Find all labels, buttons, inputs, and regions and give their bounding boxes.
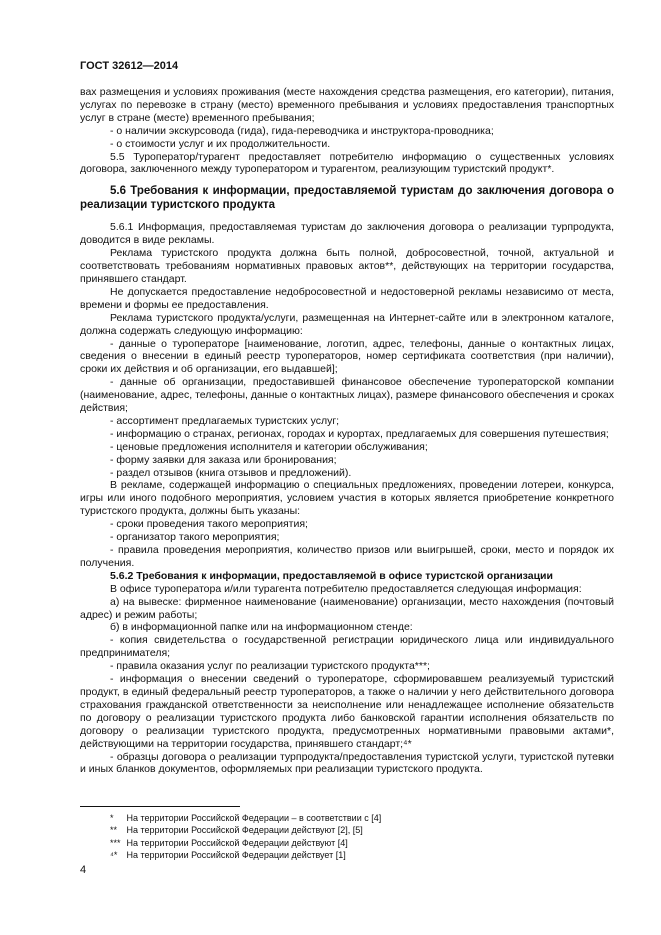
paragraph: Не допускается предоставление недобросовестной и недостоверной рекламы независимо от места, времени и формы ее предоставления. xyxy=(80,285,614,311)
footnote-mark: *** xyxy=(110,837,121,848)
list-item: - о стоимости услуг и их продолжительности. xyxy=(110,137,331,150)
paragraph: Реклама туристского продукта/услуги, размещенная на Интернет-сайте или в электронном каталоге, должна содержать следующую информацию: xyxy=(80,311,614,337)
list-item: - данные об организации, предоставившей финансовое обеспечение туроператорской компании (наименование, адрес, телефоны, данные о контактных лицах), размере финансового обеспечения и сроках действия; xyxy=(80,376,614,415)
list-item: - информация о внесении сведений о туроператоре, сформировавшем реализуемый туристский продукт, в единый федеральный реестр туроператоров, а также о наличии у него действительного договора страхования гражданской ответственности за неисполнение или ненадлежащее исполнение обязательств по договору о реализации туристского продукта либо банковской гарантии исполнения обязательств по договору о реализации туристского продукта, предусмотренных нормативными правовыми актами*, действующими на территории государства, принявшего стандарт;⁴* xyxy=(80,673,614,750)
footnote-text: На территории Российской Федерации – в соответствии с [4] xyxy=(126,813,382,823)
footnote-mark: * xyxy=(110,813,114,823)
section-heading: 5.6 Требования к информации, предоставляемой туристам до заключения договора о реализации туристского продукта xyxy=(80,185,614,212)
document-body xyxy=(80,86,614,776)
list-item: - ассортимент предлагаемых туристских услуг; xyxy=(110,414,340,427)
section-heading: 5.6.2 Требования к информации, предоставляемой в офисе туристской организации xyxy=(110,569,553,582)
footnote-mark: ** xyxy=(110,825,118,836)
list-item: - копия свидетельства о государственной регистрации юридического лица или индивидуального предпринимателя; xyxy=(80,634,614,660)
footnote-text: На территории Российской Федерации действует [1] xyxy=(126,849,346,860)
list-item: - информацию о странах, регионах, городах и курортах, предлагаемых для совершения путешествия; xyxy=(110,427,609,440)
list-item: - организатор такого мероприятия; xyxy=(110,531,280,544)
footnote xyxy=(110,812,590,824)
list-item: а) на вывеске: фирменное наименование (наименование) организации, место нахождения (почтовый адрес) и режим работы; xyxy=(80,595,614,621)
footnote-mark: ⁴* xyxy=(110,849,118,860)
list-item: - правила проведения мероприятия, количество призов или выигрышей, сроки, место и порядок их получения. xyxy=(80,544,614,569)
standard-code-header: ГОСТ 32612—2014 xyxy=(80,60,179,72)
list-item: - раздел отзывов (книга отзывов и предложений). xyxy=(110,466,352,479)
footnote xyxy=(110,824,590,836)
list-item: - образцы договора о реализации турпродукта/предоставления туристской услуги, туристской путевки и иных бланков документов, оформляемых при реализации туристского продукта. xyxy=(80,750,614,776)
list-item: - о наличии экскурсовода (гида), гида-переводчика и инструктора-проводника; xyxy=(110,124,494,137)
footnote-separator xyxy=(80,806,240,807)
list-item: - ценовые предложения исполнителя и категории обслуживания; xyxy=(110,440,428,453)
list-item: - данные о туроператоре [наименование, логотип, адрес, телефоны, данные о контактных лицах, сведения о внесении в единый реестр туроператоров, номер сертификата соответствия (при наличии), сроки их действия и об организации, его выдавшей]; xyxy=(80,337,614,376)
paragraph: 5.6.1 Информация, предоставляемая туристам до заключения договора о реализации турпродукта, доводится в виде рекламы. xyxy=(80,221,614,247)
footnotes xyxy=(110,812,590,861)
footnote xyxy=(110,849,590,861)
page-number: 4 xyxy=(80,864,87,876)
paragraph: В рекламе, содержащей информацию о специальных предложениях, проведении лотереи, конкурса, игры или иного подобного мероприятия, условием участия в которых является приобретение конкретного туристского продукта, должны быть указаны: xyxy=(80,479,614,518)
footnote-text: На территории Российской Федерации действуют [4] xyxy=(126,837,348,848)
list-item: б) в информационной папке или на информационном стенде: xyxy=(110,621,413,634)
paragraph: В офисе туроператора и/или турагента потребителю предоставляется следующая информация: xyxy=(110,582,582,595)
list-item: - форму заявки для заказа или бронирования; xyxy=(110,453,337,466)
paragraph: вах размещения и условиях проживания (месте нахождения средства размещения, его категории), питания, услугах по перевозке в страну (место) временного пребывания и условиях предоставления транспортных услуг в стране (месте) временного пребывания; xyxy=(80,86,614,124)
list-item: - сроки проведения такого мероприятия; xyxy=(110,518,308,531)
paragraph: 5.5 Туроператор/турагент предоставляет потребителю информацию о существенных условиях договора, заключенного между туроператором и турагентом, реализующим туристский продукт*. xyxy=(80,150,614,176)
paragraph: Реклама туристского продукта должна быть полной, добросовестной, точной, актуальной и соответствовать требованиям нормативных правовых актов**, действующих на территории государства, принявшего стандарт. xyxy=(80,247,614,285)
footnote-text: На территории Российской Федерации действуют [2], [5] xyxy=(126,825,363,836)
list-item: - правила оказания услуг по реализации туристского продукта***; xyxy=(110,660,430,673)
footnote xyxy=(110,837,590,849)
